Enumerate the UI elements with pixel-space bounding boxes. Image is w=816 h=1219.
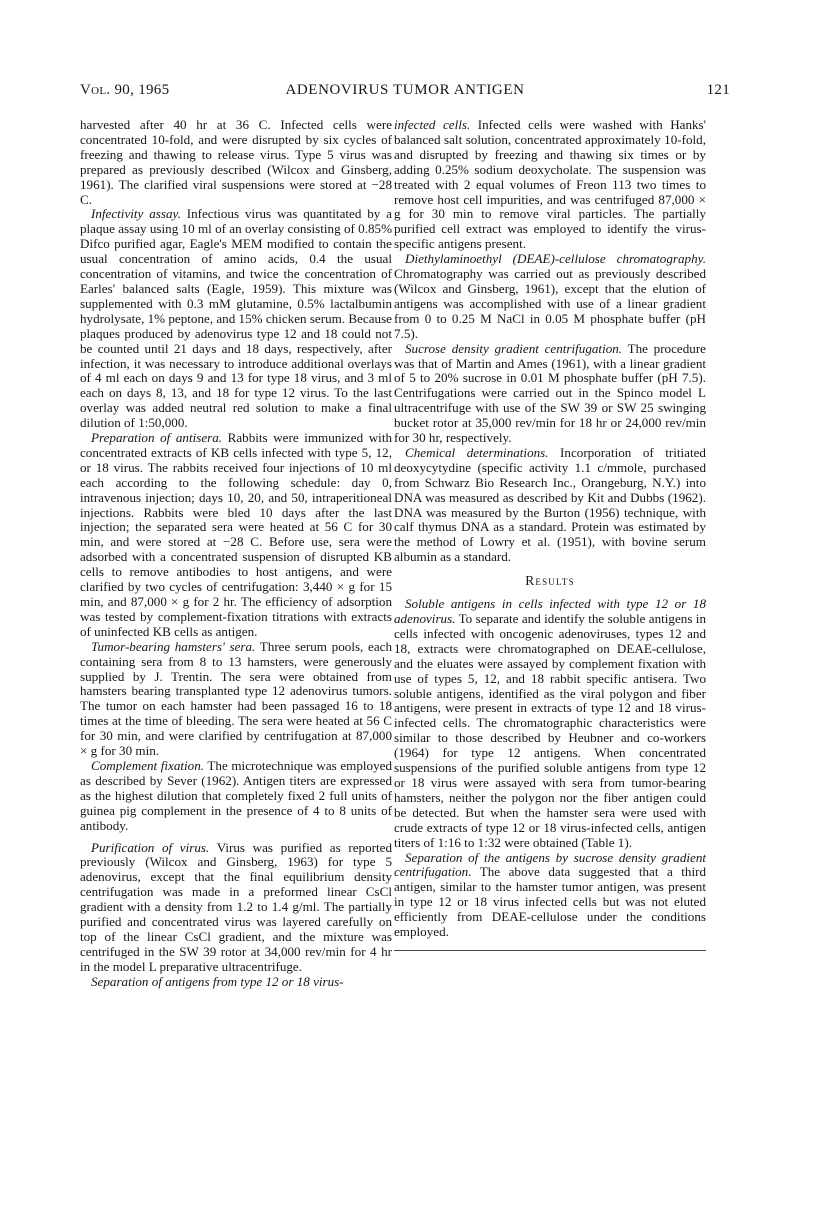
paragraph-separation-of-antigens-cont [394,118,706,252]
paragraph-sucrose-separation [394,851,706,940]
left-column [80,118,392,990]
paragraph-body: Incorporation of tritiated deoxycytydine (specific activity 1.1 c/mmole, purchased from Schwarz Bio Research Inc., Orangeburg, N.Y.) into DNA was measured as described by Kit and Dubbs (1962). DNA was measured by the Burton (1956) technique, with calf thymus DNA as a standard. Protein was estimated by the method of Lowry et al. (1951), with bovine serum albumin as a standard. [394,444,706,565]
results-heading: Results [525,573,575,589]
paragraph-body: The microtechnique was employed as described by Sever (1962). Antigen titers are expressed as the highest dilution that completely fixed 2 full units of guinea pig complement in the presence of 4 to 8 units of antibody. [80,757,392,833]
paragraph-body: Three serum pools, each containing sera from 8 to 13 hamsters, were generously supplied by J. Trentin. The sera were obtained from hamsters bearing transplanted type 12 adenovirus tumors. The tumor on each hamster had been passaged 16 to 18 times at the time of bleeding. The sera were heated at 56 C for 30 min, and were clarified by centrifugation at 87,000 × g for 30 min. [80,638,392,759]
paragraph-body: Infected cells were washed with Hanks' balanced salt solution, concentrated approximately 10-fold, and disrupted by freezing and thawing six times or by adding 0.25% sodium deoxycholate. The suspension was treated with 2 equal volumes of Freon 113 two times to remove host cell impurities, and was centrifuged 87,000 × g for 30 min to remove viral particles. The partially purified cell extract was employed to identify the virus-specific antigens present. [394,117,707,252]
subheading-soluble-antigens: Soluble antigens in cells infected with type 12 or 18 adenovirus. [394,596,706,626]
paragraph-separation-of-antigens-start [80,975,392,990]
paragraph-body: Rabbits were immunized with concentrated extracts of KB cells infected with type 5, 12, or 18 virus. The rabbits received four injections of 10 ml each according to the following schedule: day 0, intravenous injection; days 10, 20, and 50, intraperitioneal injections. Rabbits were bled 10 days after the last injection; the separated sera were heated at 56 C for 30 min, and were stored at −28 C. Before use, sera were adsorbed with a concentrated suspension of disrupted KB cells to remove antibodies to host antigens, and were clarified by two cycles of centrifugation: 3,440 × g for 15 min, and 87,000 × g for 2 hr. The efficiency of adsorption was tested by complement-fixation titrations with extracts of uninfected KB cells as antigen. [80,430,393,639]
paragraph-hamster-sera [80,640,392,759]
paragraph-body: To separate and identify the soluble antigens in cells infected with oncogenic adenoviruses, types 12 and 18, extracts were chromatographed on DEAE-cellulose, and the eluates were assayed by complement fixation with use of types 5, 12, and 18 rabbit specific antisera. Two soluble antigens, identified as the viral polygon and fiber antigens, were present in extracts of type 12 and 18 virus-infected cells. The chromatographic characteristics were similar to those described by Heubner and co-workers (1964) for type 12 antigens. When concentrated suspensions of the purified soluble antigens from type 12 or 18 virus were assayed with sera from tumor-bearing hamsters, neither the polygon nor the fiber antigen could be detected. But when the hamster sera were used with crude extracts of type 12 or 18 virus-infected cells, antigen titers of 1:16 to 1:32 were obtained (Table 1). [394,611,706,850]
paragraph-infectivity-assay [80,207,392,431]
volume-label: Vol. 90, 1965 [80,82,170,98]
paragraph-virus-harvest: harvested after 40 hr at 36 C. Infected cells were concentrated 10-fold, and were disrupted by six cycles of freezing and thawing to release virus. Type 5 virus was prepared as previously described (Wilcox and Ginsberg, 1961). The clarified viral suspensions were stored at −28 C. [80,117,392,207]
subheading-infected-cells: infected cells. [394,117,471,132]
paragraph-body: Chromatography was carried out as previously described (Wilcox and Ginsberg, 1961), except that the elution of antigens was accomplished with use of a linear gradient from 0 to 0.25 M NaCl in 0.05 M phosphate buffer (pH 7.5). [394,266,706,341]
page-number: 121 [706,82,730,98]
subheading-sucrose-separation: Separation of the antigens by sucrose density gradient centrifugation. [394,849,706,880]
subheading-purification-of-virus: Purification of virus. [91,839,210,855]
paragraph-body: The procedure was that of Martin and Ames (1961), with a linear gradient of 5 to 20% sucrose in 0.01 M phosphate buffer (pH 7.5). Centrifugations were carried out in the Spinco model L ultracentrifuge with use of the SW 39 or SW 25 swinging bucket rotor at 35,000 rev/min for 18 hr or 24,000 rev/min for 30 hr, respectively. [394,340,706,446]
right-column [394,118,706,951]
subheading-deae-chromatography: Diethylaminoethyl (DEAE)-cellulose chromatography. [405,251,706,267]
column-end-rule [394,950,706,951]
paragraph-purification-of-virus [80,841,392,975]
paragraph-body: Infectious virus was quantitated by a plaque assay using 10 ml of an overlay consisting of 0.85% Difco purified agar, Eagle's MEM modified to contain the usual concentration of amino acids, 0.4 the usual concentration of vitamins, and twice the concentration of Earles' balanced salts (Eagle, 1959). This mixture was supplemented with 0.3 mM glutamine, 0.5% lactalbumin hydrolysate, 1% peptone, and 15% chicken serum. Because plaques produced by adenovirus type 12 and 18 could not be counted until 21 days and 18 days, respectively, after infection, it was necessary to introduce additional overlays of 4 ml each on days 9 and 13 for type 18 virus, and 3 ml each on days 8, 13, and 18 for type 12 virus. To the last overlay was added neutral red solution to make a final dilution of 1:50,000. [80,206,392,431]
paragraph-body: The above data suggested that a third antigen, similar to the hamster tumor antigen, was present in type 12 or 18 virus infected cells but was not eluted efficiently from DEAE-cellulose under the conditions employed. [394,864,706,940]
paragraph-preparation-of-antisera [80,431,392,640]
paragraph-sucrose-gradient [394,342,706,446]
paragraph-complement-fixation [80,759,392,834]
subheading-sucrose-gradient: Sucrose density gradient centrifugation. [405,340,623,356]
subheading-preparation-of-antisera: Preparation of antisera. [91,430,223,446]
subheading-separation-of-antigens: Separation of antigens from type 12 or 18 virus- [91,973,344,989]
paragraph-chemical-determinations [394,446,706,565]
subheading-infectivity-assay: Infectivity assay. [91,206,181,222]
subheading-chemical-determinations: Chemical determinations. [405,444,549,460]
paragraph-body: Virus was purified as reported previously (Wilcox and Ginsberg, 1963) for type 5 adenovirus, except that the final equilibrium density centrifugation was made in a preformed linear CsCl gradient with a density from 1.2 to 1.4 g/ml. The partially purified and concentrated virus was layered carefully on top of the linear CsCl gradient, and the mixture was centrifuged in the SW 39 rotor at 34,000 rev/min for 4 hr in the model L preparative ultracentrifuge. [80,839,392,974]
subheading-complement-fixation: Complement fixation. [91,757,205,773]
running-title: ADENOVIRUS TUMOR ANTIGEN [285,82,525,98]
subheading-hamster-sera: Tumor-bearing hamsters' sera. [91,638,256,654]
paragraph-soluble-antigens [394,597,706,850]
running-header [80,82,730,104]
paragraph-deae-chromatography [394,252,706,341]
